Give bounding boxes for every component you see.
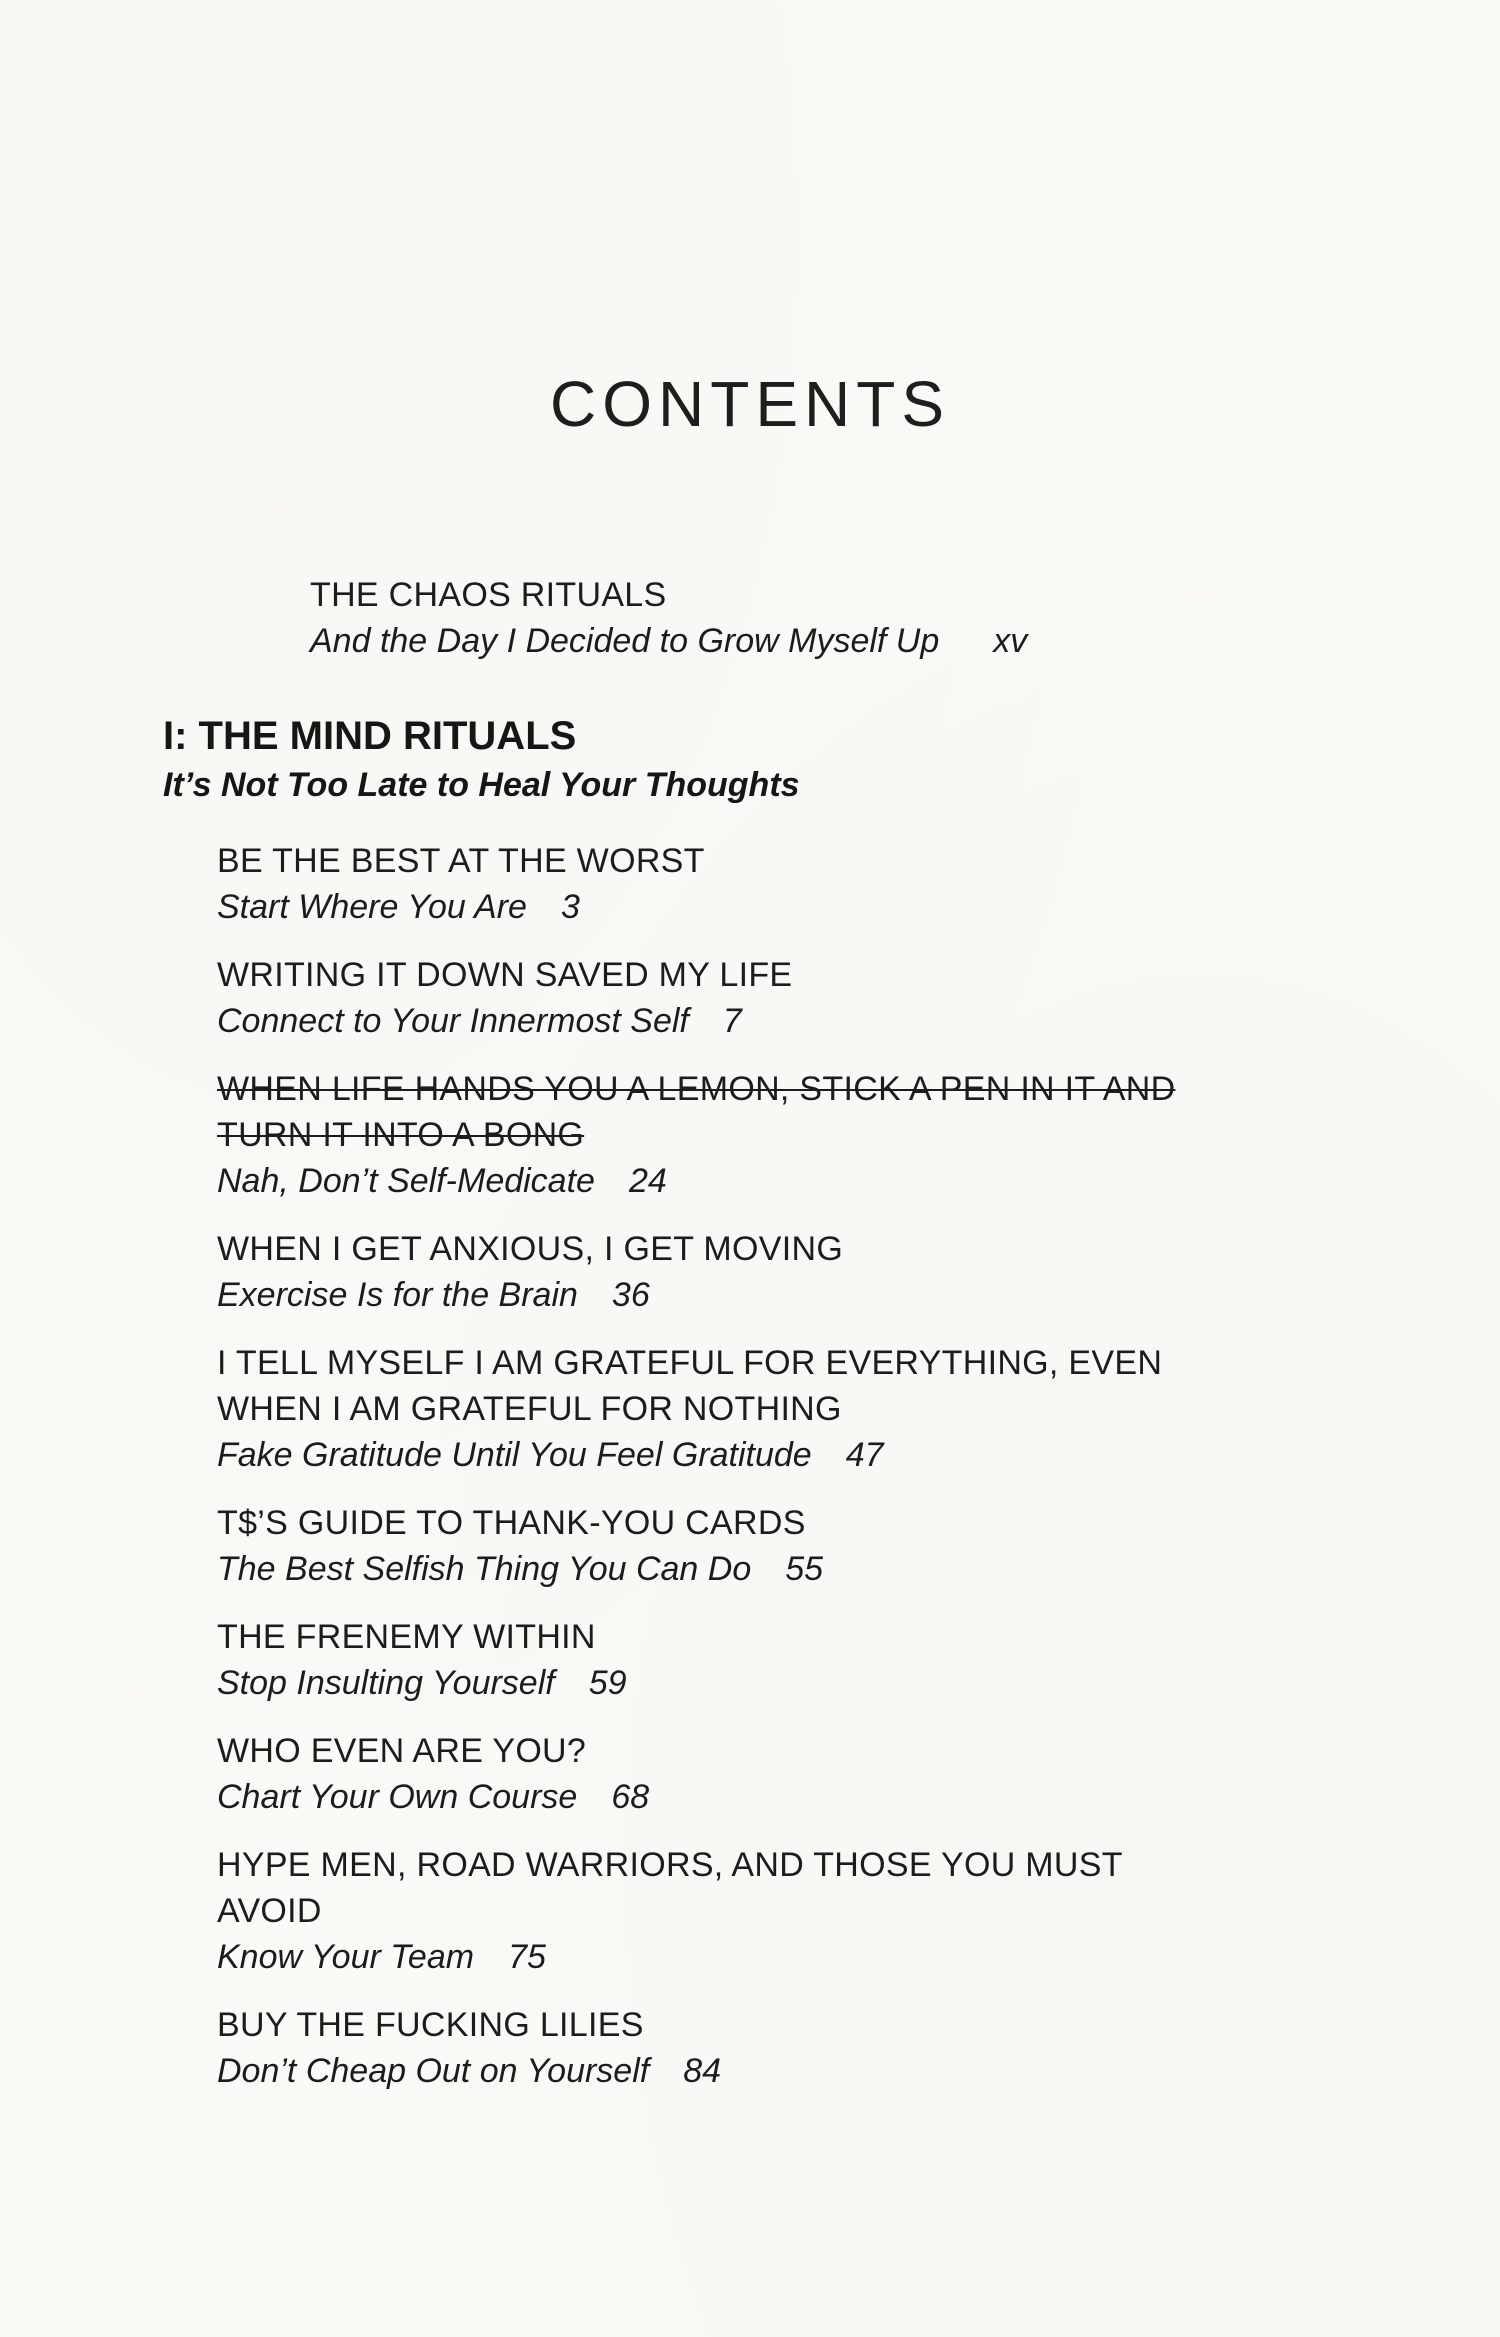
entry-subtitle-line xyxy=(217,1272,1367,1318)
entry-heading: WHEN I GET ANXIOUS, I GET MOVING xyxy=(217,1230,844,1268)
entry-page-number: 36 xyxy=(611,1276,650,1314)
entry-heading-struck: WHEN LIFE HANDS YOU A LEMON, STICK A PEN IN IT AND xyxy=(217,1070,1176,1108)
entry-page-number: 24 xyxy=(628,1162,667,1200)
toc-entry-struck xyxy=(217,1066,1367,1204)
entry-subtitle: Connect to Your Innermost Self xyxy=(217,1002,689,1040)
entry-subtitle-line xyxy=(217,1774,1367,1820)
intro-page-number: xv xyxy=(993,622,1028,660)
entry-subtitle-line xyxy=(217,1660,1367,1706)
entry-heading: WHEN I AM GRATEFUL FOR NOTHING xyxy=(217,1390,842,1428)
entry-heading: THE FRENEMY WITHIN xyxy=(217,1618,596,1656)
entry-subtitle-line xyxy=(217,1432,1367,1478)
part-header xyxy=(163,710,1363,808)
entry-subtitle-line xyxy=(217,1934,1367,1980)
entry-page-number: 7 xyxy=(722,1002,742,1040)
entry-subtitle-line xyxy=(217,1546,1367,1592)
entry-heading: I TELL MYSELF I AM GRATEFUL FOR EVERYTHING, EVEN xyxy=(217,1344,1163,1382)
toc-entry xyxy=(217,1842,1367,1980)
entry-page-number: 3 xyxy=(560,888,580,926)
entry-heading: HYPE MEN, ROAD WARRIORS, AND THOSE YOU MUST xyxy=(217,1846,1123,1884)
entry-subtitle-line xyxy=(217,884,1367,930)
page-title: CONTENTS xyxy=(550,368,950,440)
toc-entry xyxy=(217,1614,1367,1706)
entry-heading: BUY THE FUCKING LILIES xyxy=(217,2006,644,2044)
entry-subtitle: Fake Gratitude Until You Feel Gratitude xyxy=(217,1436,812,1474)
part-subtitle: It’s Not Too Late to Heal Your Thoughts xyxy=(163,766,800,804)
entry-page-number: 75 xyxy=(508,1938,546,1976)
toc-entry xyxy=(217,2002,1367,2094)
entry-page-number: 59 xyxy=(588,1664,627,1702)
entry-page-number: 47 xyxy=(845,1436,884,1474)
intro-heading: THE CHAOS RITUALS xyxy=(310,576,667,614)
entry-subtitle: Exercise Is for the Brain xyxy=(217,1276,578,1314)
entry-heading: T$’S GUIDE TO THANK-YOU CARDS xyxy=(217,1504,806,1542)
entry-subtitle-line xyxy=(217,1158,1367,1204)
entry-heading: BE THE BEST AT THE WORST xyxy=(217,842,705,880)
entry-subtitle: Don’t Cheap Out on Yourself xyxy=(217,2052,650,2090)
entry-page-number: 68 xyxy=(611,1778,650,1816)
intro-entry xyxy=(310,572,1310,664)
intro-subtitle-line xyxy=(310,618,1310,664)
entry-subtitle: Know Your Team xyxy=(217,1938,475,1976)
entry-heading: WHO EVEN ARE YOU? xyxy=(217,1732,587,1770)
toc-entry xyxy=(217,1500,1367,1592)
toc-entry xyxy=(217,1728,1367,1820)
entry-subtitle-line xyxy=(217,998,1367,1044)
entry-subtitle: Nah, Don’t Self-Medicate xyxy=(217,1162,595,1200)
entry-heading: AVOID xyxy=(217,1892,322,1930)
toc-entry xyxy=(217,1340,1367,1478)
entry-page-number: 55 xyxy=(785,1550,824,1588)
toc-entry xyxy=(217,1226,1367,1318)
entry-heading-struck: TURN IT INTO A BONG xyxy=(217,1116,585,1154)
toc-entry xyxy=(217,952,1367,1044)
entry-page-number: 84 xyxy=(683,2052,722,2090)
toc-entry xyxy=(217,838,1367,930)
entry-heading: WRITING IT DOWN SAVED MY LIFE xyxy=(217,956,793,994)
entry-subtitle: Chart Your Own Course xyxy=(217,1778,578,1816)
entry-subtitle-line xyxy=(217,2048,1367,2094)
entry-subtitle: Start Where You Are xyxy=(217,888,527,926)
part-title: I: THE MIND RITUALS xyxy=(163,714,577,758)
entry-subtitle: Stop Insulting Yourself xyxy=(217,1664,555,1702)
intro-subtitle: And the Day I Decided to Grow Myself Up xyxy=(310,622,940,660)
entry-subtitle: The Best Selfish Thing You Can Do xyxy=(217,1550,752,1588)
toc-entries xyxy=(217,838,1367,2116)
